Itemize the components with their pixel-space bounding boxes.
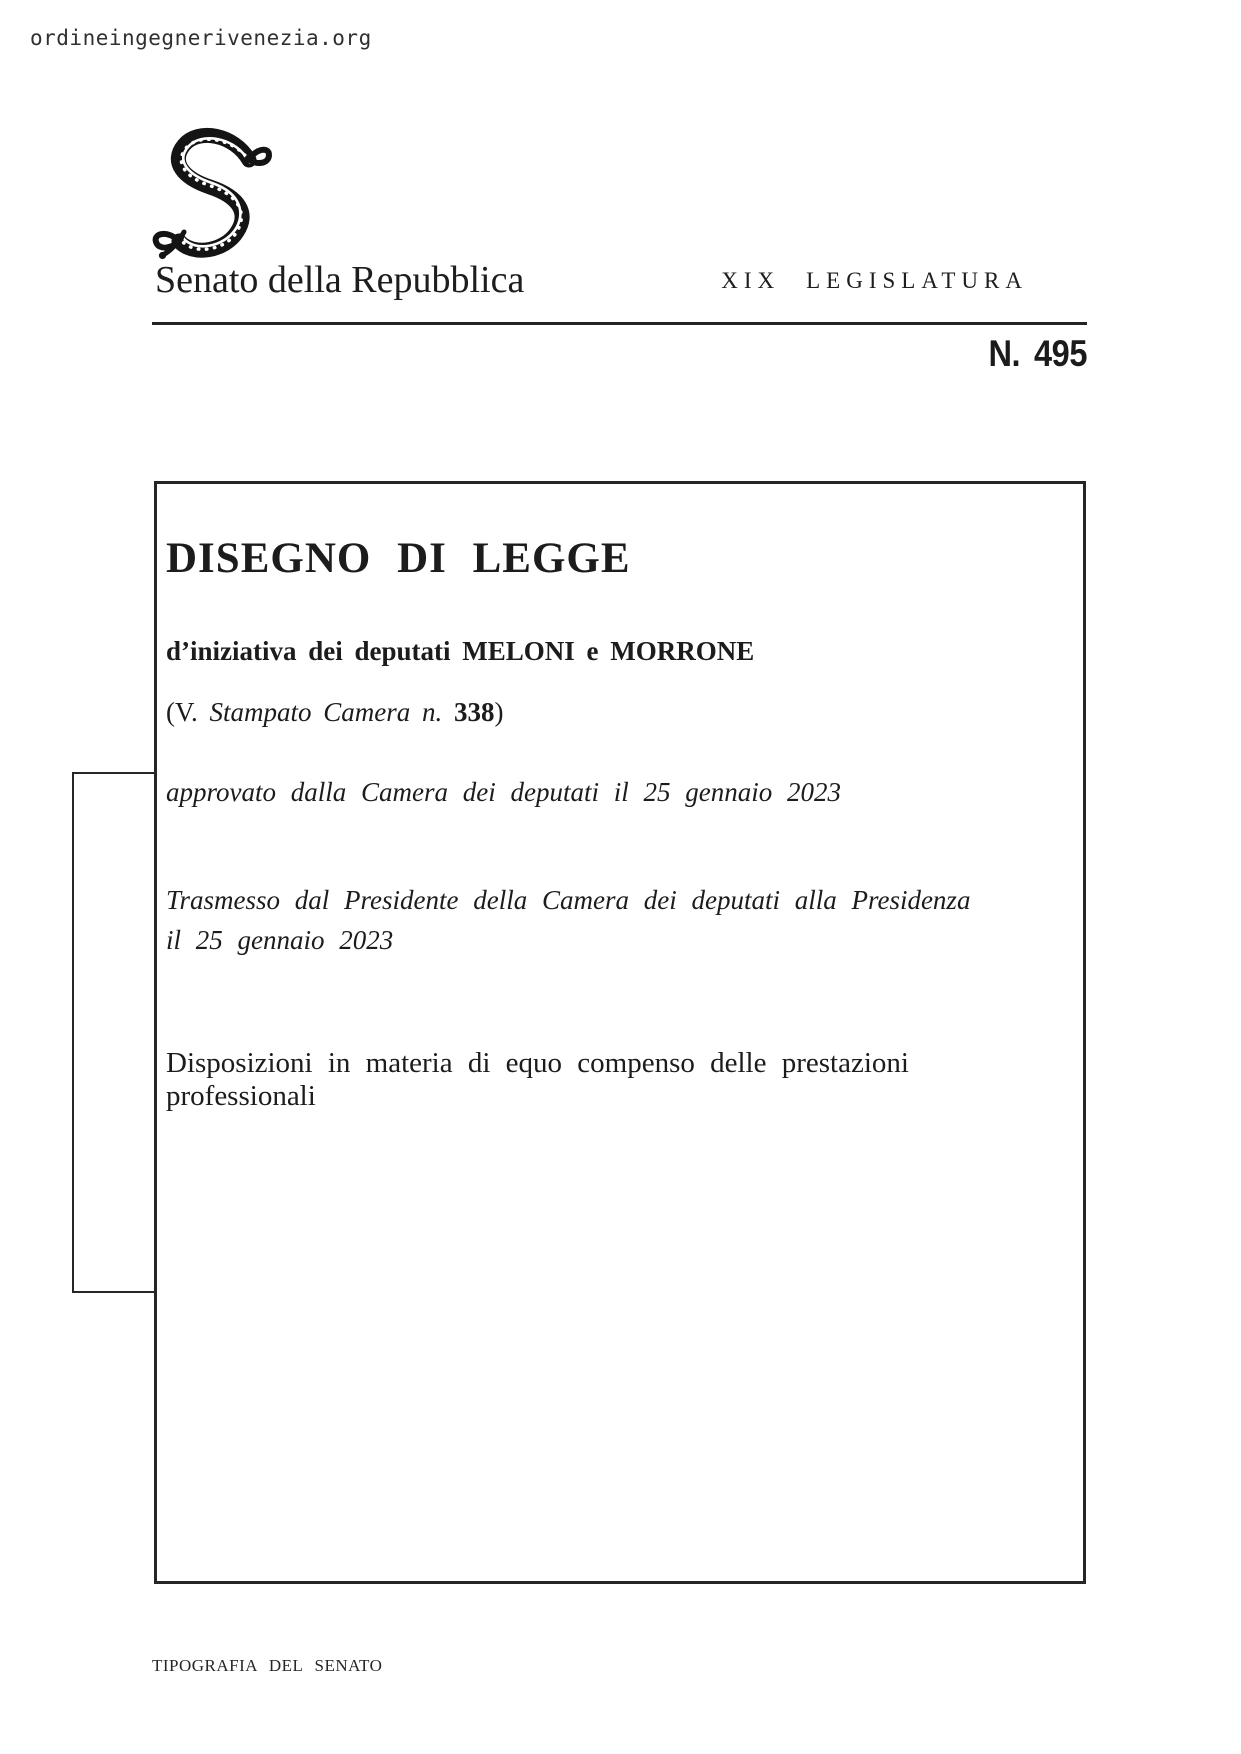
initiative-line: d’iniziativa dei deputati MELONI e MORRONE [166, 636, 755, 666]
reference-number: 338 [454, 697, 495, 727]
bill-title: DISEGNO DI LEGGE [166, 535, 631, 582]
reference-italic: Stampato Camera n. [209, 697, 455, 727]
legislature-word: LEGISLATURA [806, 268, 1028, 293]
transmission-line-1: Trasmesso dal Presidente della Camera dei deputati alla Presidenza [166, 885, 971, 915]
bill-subject: Disposizioni in materia di equo compenso delle prestazioni professionali [166, 1047, 909, 1112]
header-rule [152, 322, 1087, 325]
bill-number: N. 495 [988, 333, 1087, 374]
camera-reference-line [166, 697, 504, 728]
legislature-number: XIX [721, 268, 781, 293]
side-tab-box [72, 772, 157, 1293]
reference-suffix: ) [494, 697, 504, 727]
legislature-label [721, 268, 1028, 294]
watermark-url: ordineingegnerivenezia.org [30, 26, 372, 50]
reference-prefix: (V. [166, 697, 210, 727]
transmission-block [166, 880, 986, 960]
approval-line: approvato dalla Camera dei deputati il 25 gennaio 2023 [166, 777, 841, 807]
institution-title: Senato della Repubblica [155, 259, 525, 301]
printer-credit: TIPOGRAFIA DEL SENATO [152, 1656, 383, 1675]
transmission-line-2: il 25 gennaio 2023 [166, 925, 394, 955]
senate-emblem-icon [148, 126, 276, 262]
